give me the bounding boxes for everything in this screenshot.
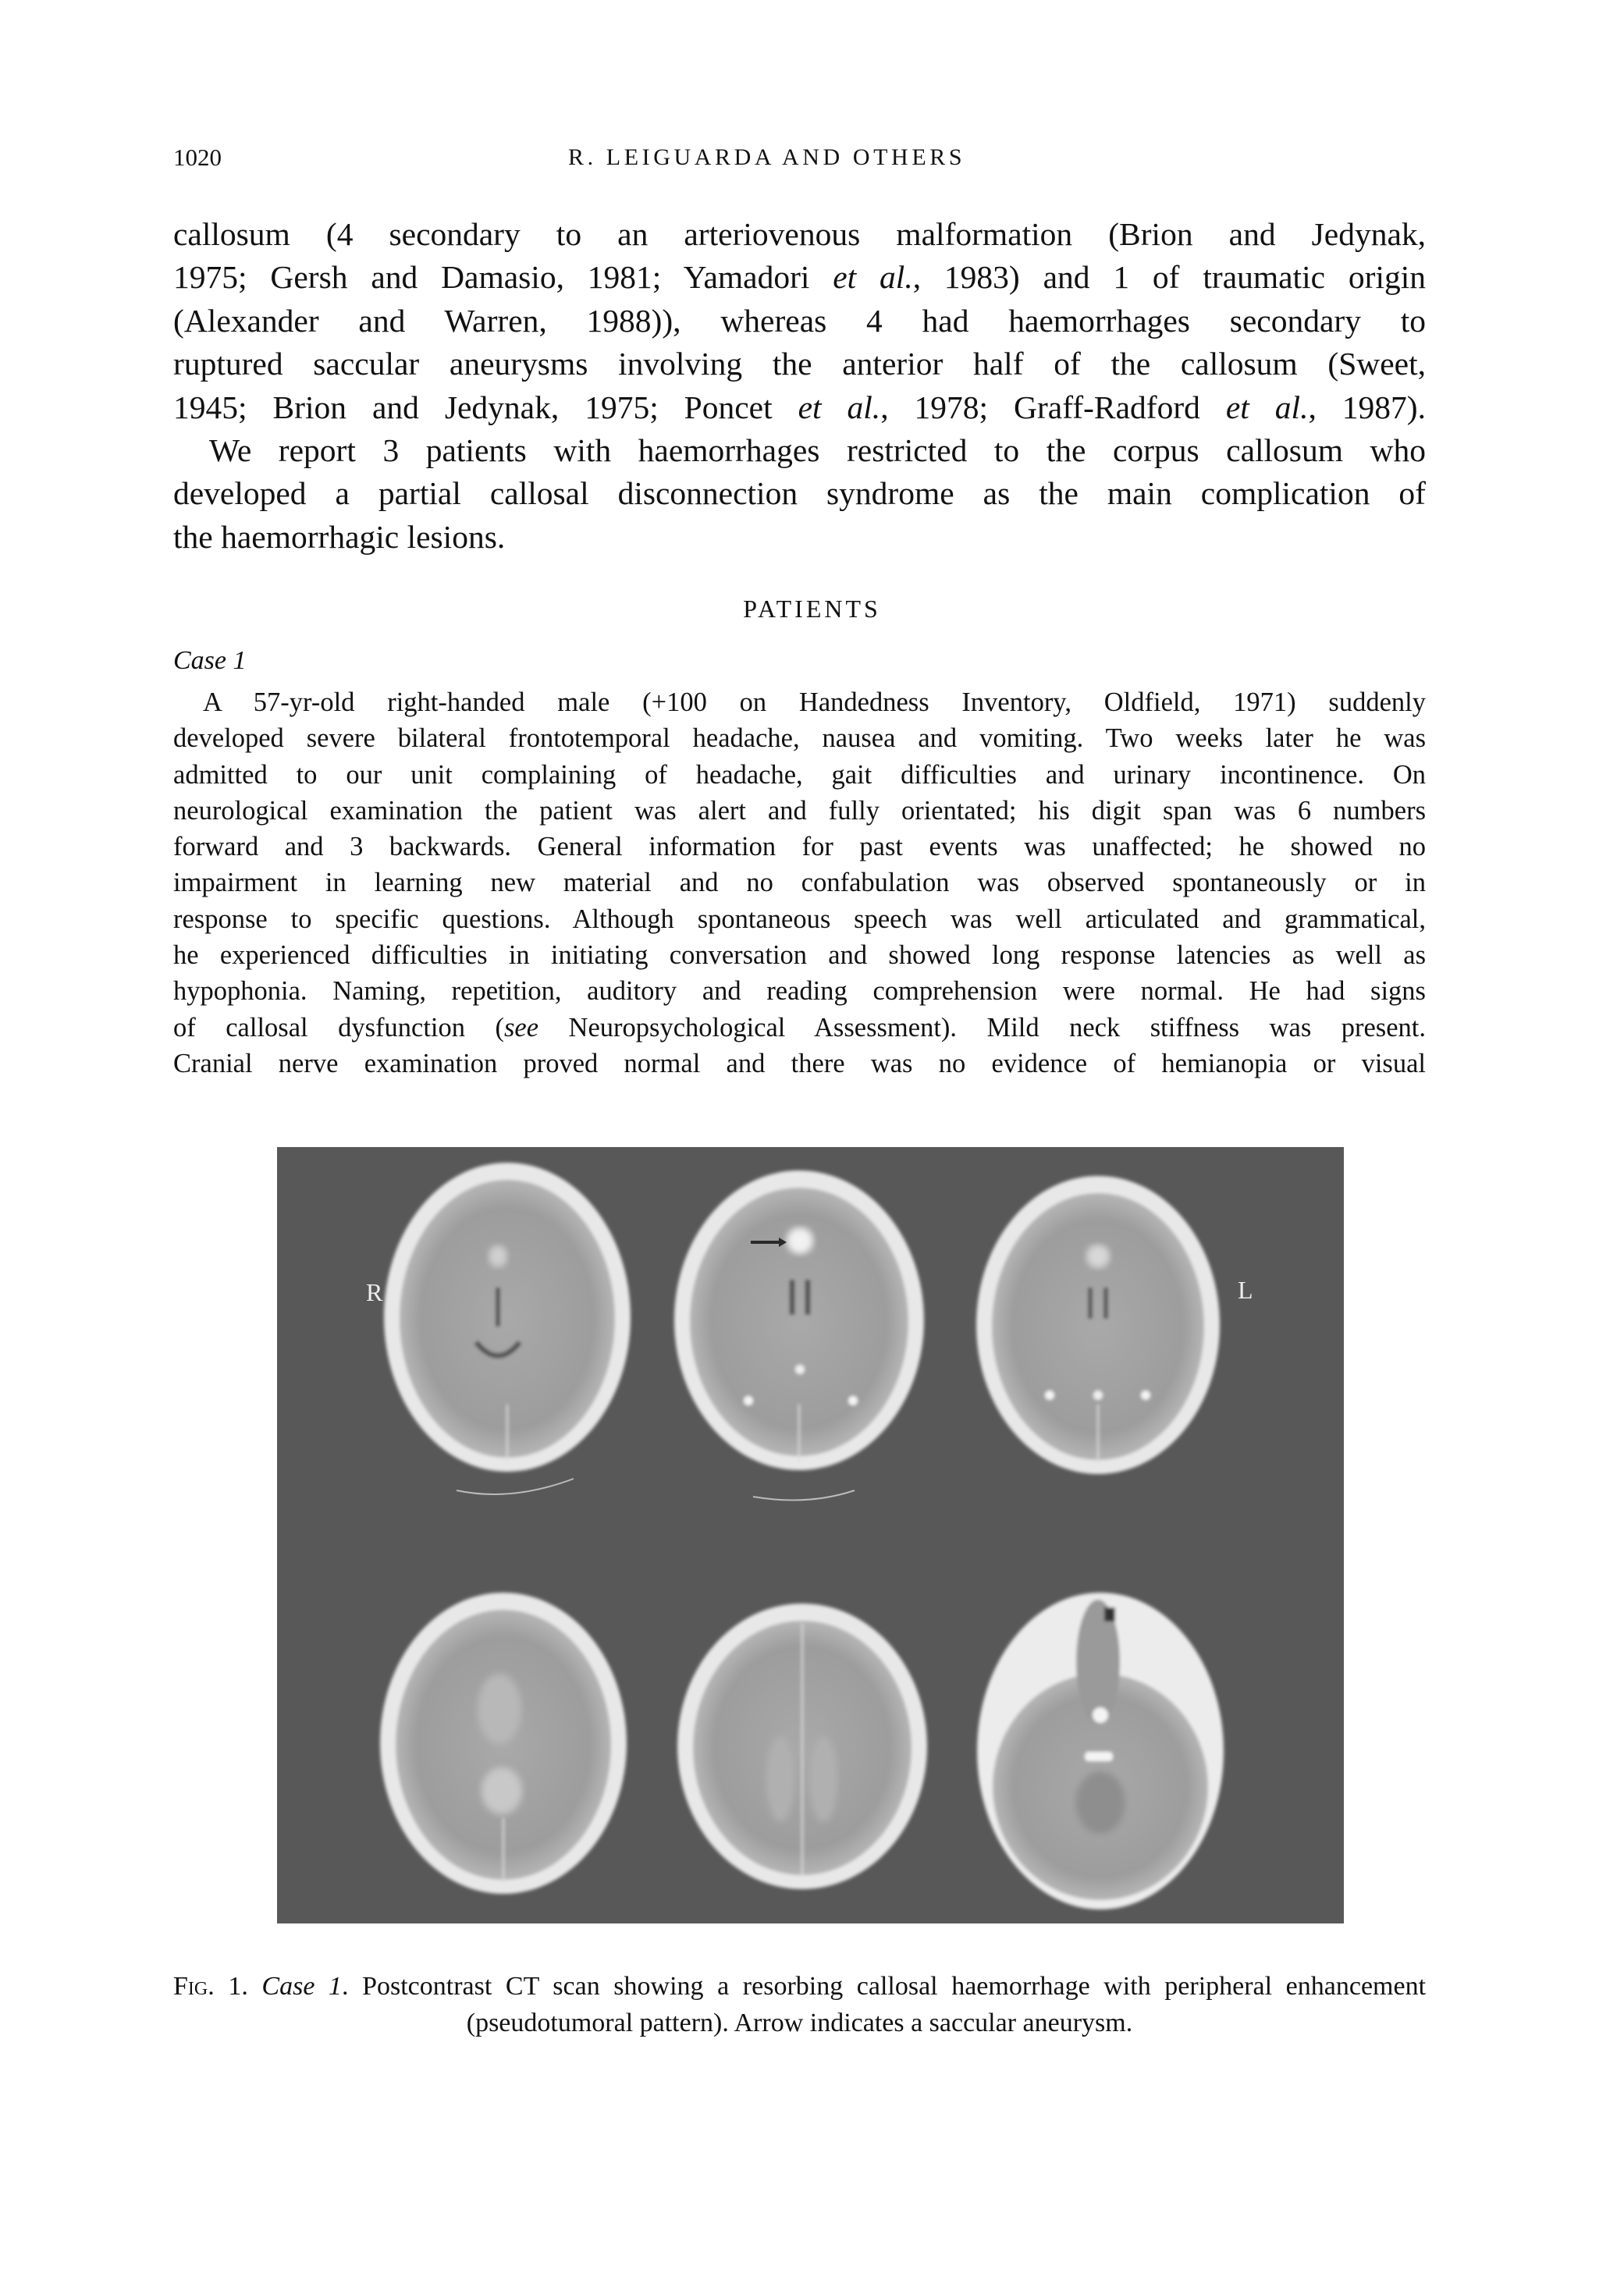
text-run: of callosal dysfunction ( — [173, 1012, 504, 1042]
caption-line-2: (pseudotumoral pattern). Arrow indicates a saccular aneurysm. — [466, 2009, 1133, 2037]
case-1-paragraph-text — [173, 684, 1426, 1082]
text-line — [173, 300, 1426, 343]
text-run: response to specific questions. Although spontaneous speech was well articulated and grammatical, — [173, 904, 1426, 934]
text-line — [173, 937, 1426, 973]
ct-scan-panel — [277, 1147, 1344, 1923]
text-run: callosum (4 secondary to an arteriovenous malformation (Brion and Jedynak, — [173, 216, 1426, 252]
text-line — [173, 829, 1426, 865]
caption-line-1 — [173, 1968, 1426, 2005]
italic-text: et al. — [798, 389, 881, 425]
text-line — [173, 1046, 1426, 1082]
text-run: A 57-yr-old right-handed male (+100 on Handedness Inventory, Oldfield, 1971) suddenly — [203, 687, 1426, 717]
text-run: he experienced difficulties in initiating conversation and showed long response latencies as well as — [173, 940, 1426, 971]
figure-ct-scans — [277, 1147, 1344, 1923]
caption-case: Case 1 — [261, 1972, 343, 2001]
text-run: admitted to our unit complaining of headache, gait difficulties and urinary incontinence. On — [173, 759, 1426, 790]
ct-scan-6 — [977, 1593, 1224, 1909]
text-run: hypophonia. Naming, repetition, auditory and reading comprehension were normal. He had signs — [173, 976, 1426, 1007]
text-line — [173, 1010, 1426, 1046]
text-line — [173, 213, 1426, 256]
text-line — [173, 865, 1426, 900]
case-heading: Case 1 — [173, 646, 247, 675]
text-run: , 1987). — [1308, 389, 1427, 425]
caption-text: . Postcontrast CT scan showing a resorbing callosal haemorrhage with peripheral enhancement — [342, 1972, 1427, 2001]
intro-paragraph-1 — [173, 213, 1426, 429]
text-line: We report 3 patients with haemorrhages restricted to the corpus callosum who — [209, 432, 1426, 468]
text-run: , 1978; Graff-Radford — [880, 389, 1226, 425]
text-run: Cranial nerve examination proved normal and there was no evidence of hemianopia or visual — [173, 1048, 1426, 1078]
text-line — [173, 343, 1426, 385]
text-line: developed a partial callosal disconnection syndrome as the main complication of — [173, 475, 1426, 512]
text-line — [173, 793, 1426, 829]
case-1-paragraph — [173, 684, 1426, 1082]
text-run: Neuropsychological Assessment). Mild neck stiffness was present. — [538, 1012, 1427, 1042]
ct-scan-2 — [674, 1170, 924, 1470]
text-run: neurological examination the patient was alert and fully orientated; his digit span was 6 numbers — [173, 795, 1426, 826]
ct-scan-1 — [384, 1163, 631, 1472]
right-side-label: R — [366, 1278, 383, 1306]
italic-text: see — [504, 1012, 539, 1042]
section-heading-patients: PATIENTS — [743, 595, 881, 623]
text-run: developed severe bilateral frontotemporal headache, nausea and vomiting. Two weeks later he was — [173, 723, 1426, 754]
text-line: the haemorrhagic lesions. — [173, 518, 506, 555]
text-line — [173, 684, 1426, 720]
text-line — [173, 973, 1426, 1009]
ct-scan-3 — [976, 1176, 1220, 1474]
text-line — [173, 386, 1426, 429]
text-run: 1975; Gersh and Damasio, 1981; Yamadori — [173, 259, 833, 296]
left-side-label: L — [1238, 1276, 1253, 1304]
text-line — [173, 901, 1426, 937]
intro-paragraph-2 — [173, 429, 1426, 559]
text-run: 1945; Brion and Jedynak, 1975; Poncet — [173, 389, 798, 425]
ct-scan-4 — [380, 1593, 627, 1894]
text-line — [173, 720, 1426, 756]
text-line — [173, 256, 1426, 299]
text-run: (Alexander and Warren, 1988)), whereas 4 had haemorrhages secondary to — [173, 302, 1426, 339]
figure-caption — [173, 1968, 1426, 2041]
italic-text: et al. — [1225, 389, 1309, 425]
intro-paragraph-1-text — [173, 213, 1426, 429]
page-number: 1020 — [173, 144, 222, 171]
caption-label: Fig. 1. — [173, 1972, 248, 2001]
italic-text: et al. — [833, 259, 913, 296]
running-head: R. LEIGUARDA AND OTHERS — [568, 144, 966, 170]
text-line — [173, 757, 1426, 793]
ct-scan-5 — [677, 1604, 927, 1889]
text-run: ruptured saccular aneurysms involving the anterior half of the callosum (Sweet, — [173, 346, 1426, 382]
text-run: impairment in learning new material and no confabulation was observed spontaneously or in — [173, 868, 1426, 898]
text-run: , 1983) and 1 of traumatic origin — [912, 259, 1427, 296]
intro-paragraph-2-text — [173, 429, 1426, 559]
text-run: forward and 3 backwards. General information for past events was unaffected; he showed no — [173, 832, 1426, 862]
